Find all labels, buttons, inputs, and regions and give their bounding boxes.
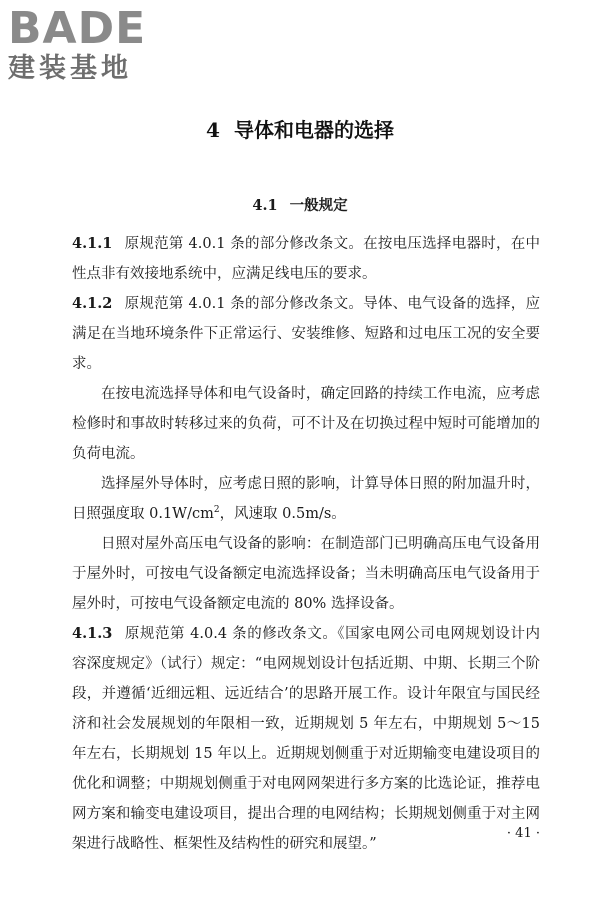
bade-logo	[8, 3, 178, 84]
clause-text: 原规范第 4.0.1 条的部分修改条文。导体、电气设备的选择，应满足在当地环境条件下正常运行、安装维修、短路和过电压工况的安全要求。	[72, 296, 540, 372]
chapter-heading: 导体和电器的选择	[233, 118, 394, 142]
paragraph-text: ，风速取 0.5m/s。	[219, 506, 346, 522]
superscript: 2	[213, 505, 220, 516]
chapter-number: 4	[206, 118, 220, 142]
paragraph-text: 选择屋外导体时，应考虑日照的影响，计算导体日照的附加温升时，日照强度取 0.1W/cm	[72, 476, 540, 522]
clause-number: 4.1.3	[72, 625, 113, 642]
logo-wordmark: BADE	[8, 3, 147, 54]
paragraph: 在按电流选择导体和电气设备时，确定回路的持续工作电流，应考虑检修时和事故时转移过来的负荷，可不计及在切换过程中短时可能增加的负荷电流。	[72, 386, 540, 462]
page-number: · 41 ·	[506, 826, 540, 841]
chapter-title	[0, 117, 600, 143]
clause-4-1-3	[72, 619, 540, 859]
clause-number: 4.1.1	[72, 235, 113, 252]
clause-text: 原规范第 4.0.4 条的修改条文。《国家电网公司电网规划设计内容深度规定》（试行）规定：“电网规划设计包括近期、中期、长期三个阶段，并遵循‘近细远粗、远近结合’的思路开展工作。设计年限宜与国民经济和社会发展规划的年限相一致，近期规划 5 年左右，中期规划 5～15 年左右，长期规划 15 年以上。近期规划侧重于对近期输变电建设项目的优化和调整；中期规划侧重于对电网网架进行多方案的比选论证，推荐电网方案和输变电建设项目，提出合理的电网结构；长期规划侧重于对主网架进行战略性、框架性及结构性的研究和展望。”	[72, 626, 540, 852]
paragraph	[72, 469, 540, 529]
paragraph: 日照对屋外高压电气设备的影响：在制造部门已明确高压电气设备用于屋外时，可按电气设备额定电流选择设备；当未明确高压电气设备用于屋外时，可按电气设备额定电流的 80% 选择设备。	[72, 536, 540, 612]
logo-subtitle: 建装基地	[8, 53, 132, 84]
body-text	[72, 229, 540, 859]
clause-4-1-2	[72, 289, 540, 379]
section-heading: 一般规定	[289, 197, 348, 214]
clause-number: 4.1.2	[72, 295, 113, 312]
section-number: 4.1	[252, 197, 278, 214]
clause-4-1-1	[72, 229, 540, 289]
clause-text: 原规范第 4.0.1 条的部分修改条文。在按电压选择电器时，在中性点非有效接地系统中，应满足线电压的要求。	[72, 236, 540, 282]
section-title	[0, 196, 600, 216]
